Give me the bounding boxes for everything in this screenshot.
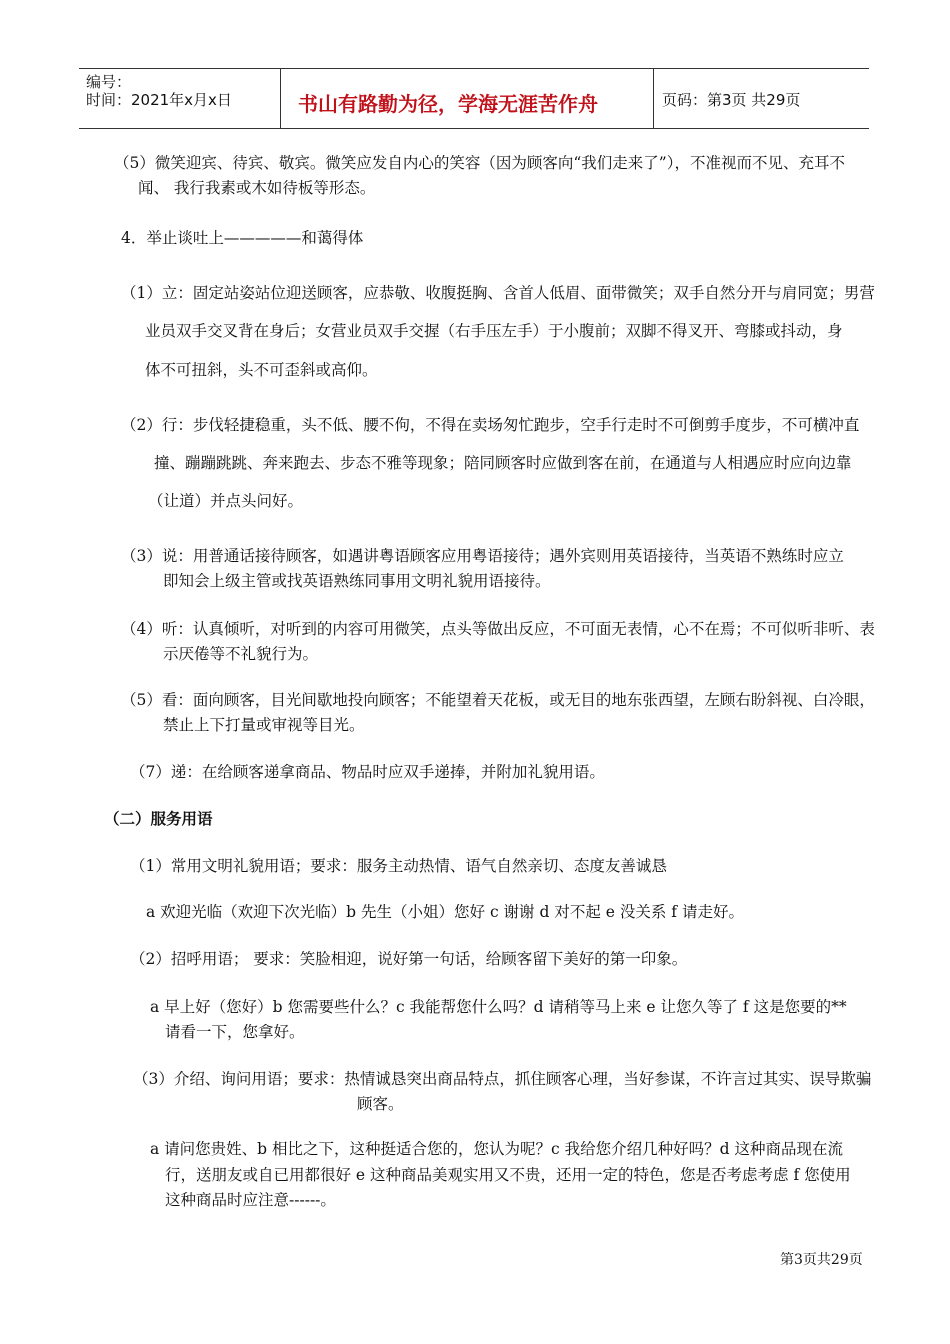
document-date-label: 时间：2021年x月x日 — [86, 91, 232, 109]
paragraph-speak-line1: （3）说：用普通话接待顾客，如遇讲粤语顾客应用粤语接待；遇外宾则用英语接待，当英语不熟练时应立 — [121, 547, 844, 565]
paragraph-hand-over: （7）递：在给顾客递拿商品、物品时应双手递捧，并附加礼貌用语。 — [130, 763, 605, 781]
paragraph-look-line1: （5）看：面向顾客，目光间歇地投向顾客；不能望着天花板，或无目的地东张西望，左顾右盼斜视、白冷眼， — [121, 691, 875, 709]
paragraph-speak-line2: 即知会上级主管或找英语熟练同事用文明礼貌用语接待。 — [163, 572, 551, 590]
introduction-examples-line2: 行，送朋友或自已用都很好 e 这种商品美观实用又不贵，还用一定的特色，您是否考虑考虑 f 您使用 — [165, 1166, 851, 1184]
header-divider-left — [280, 68, 281, 129]
greeting-requirement: （2）招呼用语； 要求：笑脸相迎，说好第一句话，给顾客留下美好的第一印象。 — [130, 950, 688, 968]
paragraph-walk-line1: （2）行：步伐轻捷稳重，头不低、腰不佝，不得在卖场匆忙跑步，空手行走时不可倒剪手度步，不可横冲直 — [121, 416, 860, 434]
header-top-border — [79, 68, 869, 69]
paragraph-listen-line2: 示厌倦等不礼貌行为。 — [163, 645, 319, 663]
introduction-examples-line1: a 请问您贵姓、b 相比之下，这种挺适合您的，您认为呢？c 我给您介绍几种好吗？d 这种商品现在流 — [150, 1140, 843, 1158]
header-divider-right — [653, 68, 654, 129]
paragraph-walk-line2: 撞、蹦蹦跳跳、奔来跑去、步态不雅等现象；陪同顾客时应做到客在前，在通道与人相遇应时应向边靠 — [154, 454, 852, 472]
introduction-requirement-line1: （3）介绍、询问用语；要求：热情诚恳突出商品特点，抓住顾客心理，当好参谋，不许言过其实、误导欺骗 — [133, 1070, 872, 1088]
footer-page-number: 第3页共29页 — [780, 1252, 863, 1268]
section-4-title: 4．举止谈吐上—————和蔼得体 — [121, 229, 364, 247]
paragraph-walk-line3: （让道）并点头问好。 — [148, 492, 304, 510]
document-number-label: 编号： — [86, 73, 132, 91]
courtesy-requirement: （1）常用文明礼貌用语；要求：服务主动热情、语气自然亲切、态度友善诚恳 — [130, 857, 667, 875]
paragraph-stand-line2: 业员双手交叉背在身后；女营业员双手交握（右手压左手）于小腹前；双脚不得叉开、弯膝或抖动，身 — [145, 322, 843, 340]
paragraph-stand-line1: （1）立：固定站姿站位迎送顾客，应恭敬、收腹挺胸、含首人低眉、面带微笑；双手自然分开与肩同宽；男营 — [121, 284, 875, 302]
header-bottom-border — [79, 128, 869, 129]
greeting-examples-line1: a 早上好（您好）b 您需要些什么？c 我能帮您什么吗？d 请稍等马上来 e 让您久等了 f 这是您要的** — [150, 998, 847, 1016]
header-page-label: 页码：第3页 共29页 — [662, 91, 801, 109]
paragraph-listen-line1: （4）听：认真倾听，对听到的内容可用微笑，点头等做出反应，不可面无表情，心不在焉；不可似听非听、表 — [121, 620, 875, 638]
introduction-examples-line3: 这种商品时应注意------。 — [165, 1191, 336, 1209]
greeting-examples-line2: 请看一下，您拿好。 — [165, 1023, 305, 1041]
paragraph-look-line2: 禁止上下打量或审视等目光。 — [163, 716, 365, 734]
introduction-requirement-line2: 顾客。 — [357, 1095, 404, 1113]
courtesy-examples: a 欢迎光临（欢迎下次光临）b 先生（小姐）您好 c 谢谢 d 对不起 e 没关系 f 请走好。 — [146, 903, 744, 921]
paragraph-smile-line2: 闻、 我行我素或木如待板等形态。 — [138, 179, 376, 197]
paragraph-smile-line1: （5）微笑迎宾、待宾、敬宾。微笑应发自内心的笑容（因为顾客向“我们走来了”），不准视而不见、充耳不 — [114, 154, 845, 172]
header-motto: 书山有路勤为径，学海无涯苦作舟 — [298, 92, 598, 116]
section-2-title: （二）服务用语 — [104, 810, 213, 828]
paragraph-stand-line3: 体不可扭斜，头不可歪斜或高仰。 — [145, 361, 378, 379]
